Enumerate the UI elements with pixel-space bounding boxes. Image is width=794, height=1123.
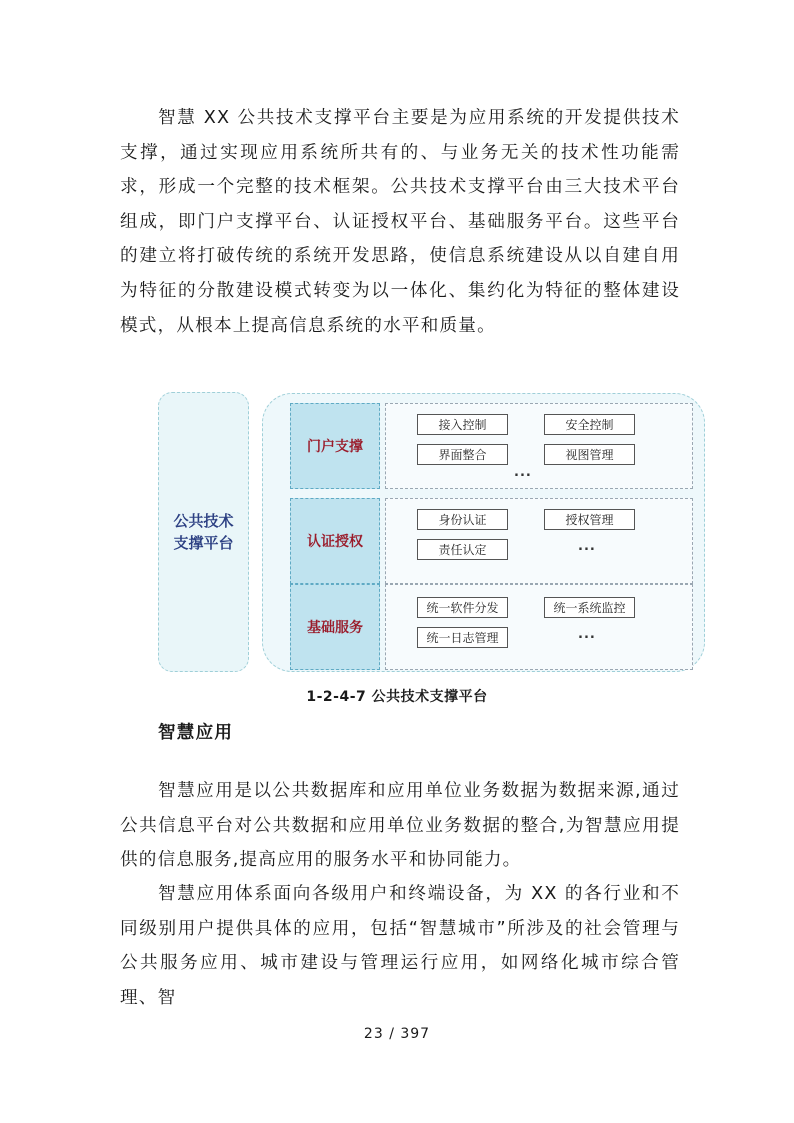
row-title-basic-services: 基础服务 xyxy=(290,584,380,670)
chip-security-control: 安全控制 xyxy=(544,414,635,435)
more-indicator: ... xyxy=(578,539,596,554)
row-body-portal-support xyxy=(385,403,693,489)
chip-authorization-management: 授权管理 xyxy=(544,509,635,530)
app-system-paragraph: 智慧应用体系面向各级用户和终端设备，为 XX 的各行业和不同级别用户提供具体的应用，包括“智慧城市”所涉及的社会管理与公共服务应用、城市建设与管理运行应用，如网络化城市综合管理、智 xyxy=(120,884,680,1008)
row-title-auth: 认证授权 xyxy=(290,498,380,584)
row-title-portal-support: 门户支撑 xyxy=(290,403,380,489)
figure-caption: 1-2-4-7 公共技术支撑平台 xyxy=(306,689,488,705)
chip-view-management: 视图管理 xyxy=(544,444,635,465)
page-separator: / xyxy=(389,1026,395,1042)
app-intro-paragraph: 智慧应用是以公共数据库和应用单位业务数据为数据来源,通过公共信息平台对公共数据和应用单位业务数据的整合,为智慧应用提供的信息服务,提高应用的服务水平和协同能力。 xyxy=(120,781,680,871)
chip-identity-auth: 身份认证 xyxy=(417,509,508,530)
platform-components xyxy=(262,393,705,672)
more-indicator: ... xyxy=(514,465,532,480)
page-number xyxy=(0,1026,794,1042)
current-page: 23 xyxy=(363,1026,384,1042)
platform-diagram xyxy=(155,390,708,675)
total-pages: 397 xyxy=(400,1026,431,1042)
platform-label xyxy=(169,510,239,554)
row-auth xyxy=(288,498,700,584)
platform-column xyxy=(158,392,249,672)
row-body-auth xyxy=(385,498,693,584)
chip-access-control: 接入控制 xyxy=(417,414,508,435)
intro-paragraph: 智慧 XX 公共技术支撑平台主要是为应用系统的开发提供技术支撑，通过实现应用系统所共有的、与业务无关的技术性功能需求，形成一个完整的技术框架。公共技术支撑平台由三大技术平台组成，即门户支撑平台、认证授权平台、基础服务平台。这些平台的建立将打破传统的系统开发思路，使信息系统建设从以自建自用为特征的分散建设模式转变为以一体化、集约化为特征的整体建设模式，从根本上提高信息系统的水平和质量。 xyxy=(120,108,680,336)
row-portal-support xyxy=(288,403,700,489)
more-indicator: ... xyxy=(578,627,596,642)
row-body-basic-services xyxy=(385,584,693,670)
chip-system-monitoring: 统一系统监控 xyxy=(544,597,635,618)
section-heading: 智慧应用 xyxy=(158,723,234,743)
chip-responsibility: 责任认定 xyxy=(417,539,508,560)
platform-label-text: 公共技术 支撑平台 xyxy=(173,512,234,552)
row-basic-services xyxy=(288,584,700,670)
chip-log-management: 统一日志管理 xyxy=(417,627,508,648)
chip-software-distribution: 统一软件分发 xyxy=(417,597,508,618)
chip-ui-integration: 界面整合 xyxy=(417,444,508,465)
